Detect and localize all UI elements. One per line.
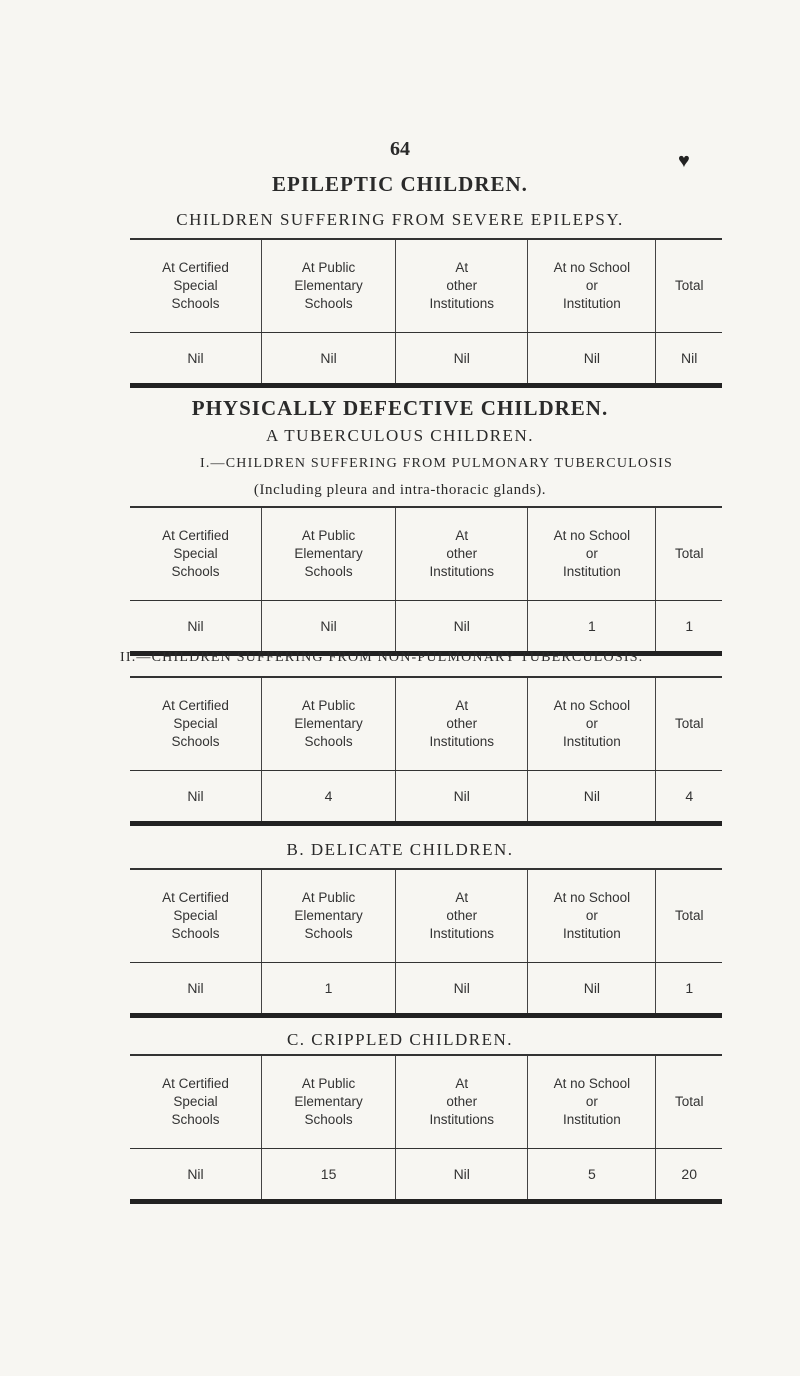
table-cell: Nil — [396, 963, 528, 1016]
page-number: 64 — [390, 138, 410, 160]
column-header: At other Institutions — [396, 507, 528, 601]
column-header: At other Institutions — [396, 239, 528, 333]
column-header: At other Institutions — [396, 1055, 528, 1149]
table-row — [130, 963, 722, 1016]
column-header: Total — [656, 239, 722, 333]
column-header: At Certified Special Schools — [130, 507, 261, 601]
pulmonary-table — [130, 506, 722, 656]
section-c-heading: C. CRIPPLED CHILDREN. — [286, 1030, 514, 1049]
column-header: At Certified Special Schools — [130, 239, 261, 333]
table-cell: 15 — [261, 1149, 395, 1202]
column-header: Total — [656, 507, 722, 601]
table-cell: 1 — [656, 963, 722, 1016]
crippled-table — [130, 1054, 722, 1204]
table-cell: Nil — [396, 333, 528, 386]
column-header: At no School or Institution — [528, 239, 656, 333]
table-cell: Nil — [656, 333, 722, 386]
column-header: At Certified Special Schools — [130, 869, 261, 963]
table-cell: Nil — [261, 601, 395, 654]
title: EPILEPTIC CHILDREN. — [272, 172, 528, 196]
table-row — [130, 601, 722, 654]
section-b-heading: B. DELICATE CHILDREN. — [286, 840, 514, 859]
column-header: At no School or Institution — [528, 507, 656, 601]
column-header: Total — [656, 677, 722, 771]
table-cell: Nil — [528, 771, 656, 824]
table-cell: Nil — [396, 1149, 528, 1202]
table-cell: Nil — [396, 601, 528, 654]
table-row — [130, 771, 722, 824]
table-cell: 1 — [656, 601, 722, 654]
table-cell: 4 — [261, 771, 395, 824]
column-header: At Certified Special Schools — [130, 1055, 261, 1149]
part-i-heading: I.—CHILDREN SUFFERING FROM PULMONARY TUBERCULOSIS — [200, 456, 674, 471]
table-cell: Nil — [528, 333, 656, 386]
table-cell: Nil — [528, 963, 656, 1016]
table-row — [130, 333, 722, 386]
table-cell: 1 — [261, 963, 395, 1016]
column-header: At other Institutions — [396, 677, 528, 771]
printer-mark-icon: ♥ — [678, 150, 690, 172]
section-a-heading: A TUBERCULOUS CHILDREN. — [266, 426, 534, 445]
column-header: At Public Elementary Schools — [261, 239, 395, 333]
table-cell: 4 — [656, 771, 722, 824]
part-ii-heading: II.—CHILDREN SUFFERING FROM NON-PULMONARY TUBERCULOSIS. — [120, 650, 644, 665]
column-header: At no School or Institution — [528, 677, 656, 771]
column-header: At Public Elementary Schools — [261, 677, 395, 771]
column-header: At other Institutions — [396, 869, 528, 963]
table-cell: 5 — [528, 1149, 656, 1202]
epilepsy-table — [130, 238, 722, 388]
non-pulmonary-table — [130, 676, 722, 826]
table-row — [130, 1149, 722, 1202]
table-cell: 1 — [528, 601, 656, 654]
part-i-note: (Including pleura and intra-thoracic glands). — [253, 482, 547, 498]
column-header: At Public Elementary Schools — [261, 507, 395, 601]
section-title: PHYSICALLY DEFECTIVE CHILDREN. — [191, 396, 609, 420]
column-header: At no School or Institution — [528, 869, 656, 963]
table-cell: Nil — [130, 601, 261, 654]
column-header: Total — [656, 1055, 722, 1149]
table-cell: Nil — [130, 963, 261, 1016]
table-cell: Nil — [130, 333, 261, 386]
delicate-table — [130, 868, 722, 1018]
column-header: At Public Elementary Schools — [261, 869, 395, 963]
subtitle: CHILDREN SUFFERING FROM SEVERE EPILEPSY. — [176, 210, 624, 229]
column-header: At Certified Special Schools — [130, 677, 261, 771]
table-cell: Nil — [130, 771, 261, 824]
table-cell: Nil — [261, 333, 395, 386]
column-header: Total — [656, 869, 722, 963]
column-header: At no School or Institution — [528, 1055, 656, 1149]
table-cell: Nil — [130, 1149, 261, 1202]
table-cell: Nil — [396, 771, 528, 824]
table-cell: 20 — [656, 1149, 722, 1202]
column-header: At Public Elementary Schools — [261, 1055, 395, 1149]
